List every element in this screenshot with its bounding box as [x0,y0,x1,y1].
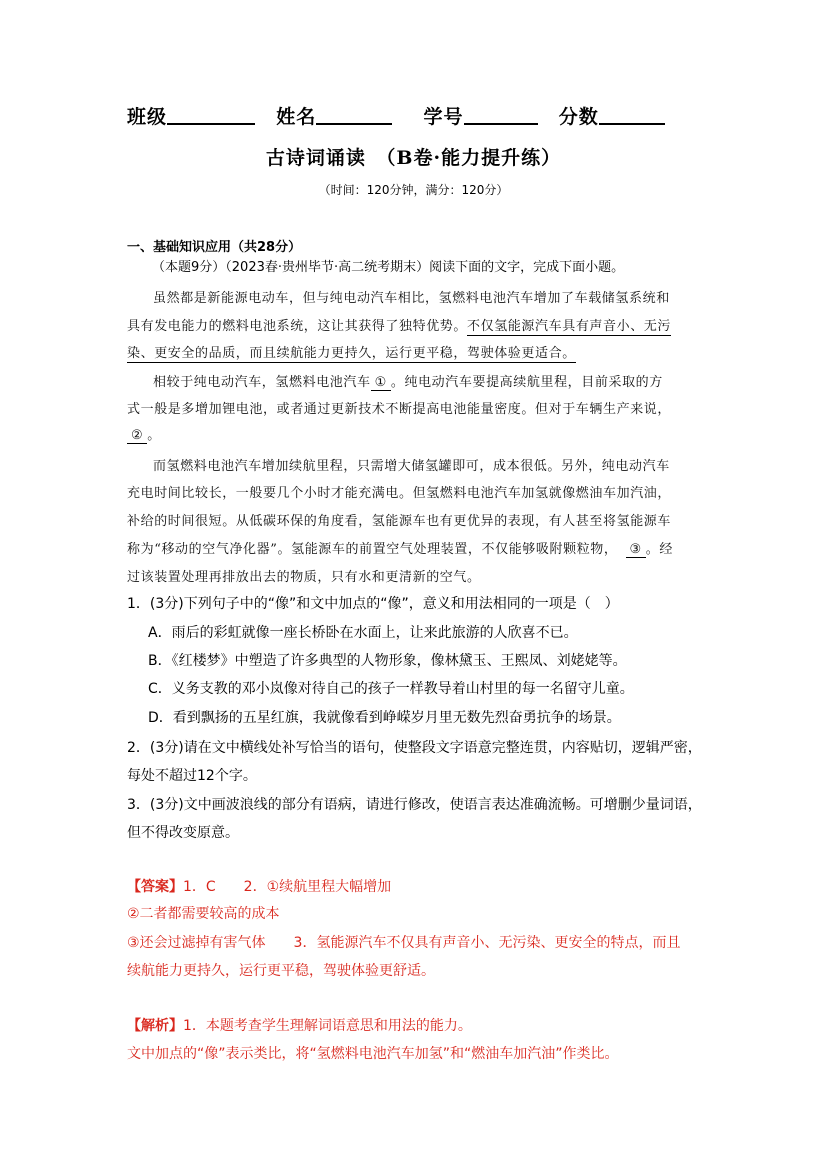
id-blank[interactable] [464,105,538,125]
name-label: 姓名 [276,106,317,128]
question-2: 2．(3分)请在文中横线处补写恰当的语句，使整段文字语意完整连贯，内容贴切，逻辑严密， [127,740,702,756]
passage-line [127,538,673,558]
passage-line [153,371,663,391]
answer-line [127,876,391,896]
blank-2: ② [127,428,147,444]
question-intro: （本题9分）（2023春·贵州毕节·高二统考期末）阅读下面的文字，完成下面小题。 [152,260,625,275]
passage-text: 称为“移动的空气净化器”。氢能源车的前置空气处理装置，不仅能够吸附颗粒物， [127,542,618,557]
page-title: 古诗词诵读 （B卷·能力提升练） [265,147,562,169]
passage-line: 过该装置处理再排放出去的物质，只有水和更清新的空气。 [127,570,481,585]
analysis-label: 【解析】 [127,1018,183,1034]
analysis-line [127,1015,472,1035]
passage-text: 。 [147,428,161,443]
blank-1: ① [371,375,391,391]
passage-line [127,424,161,444]
question-2-cont: 每处不超过12个字。 [127,768,257,784]
answer-line: 续航能力更持久，运行更平稳，驾驶体验更舒适。 [127,963,435,979]
passage-line: 补给的时间很短。从低碳环保的角度看，氢能源车也有更优异的表现，有人甚至将氢能源车 [127,514,672,529]
passage-text: 。纯电动汽车要提高续航里程，目前采取的方 [390,375,663,390]
passage-line [127,315,671,334]
question-3: 3．(3分)文中画波浪线的部分有语病，请进行修改，使语言表达准确流畅。可增删少量词语， [127,797,702,813]
passage-line [127,342,576,361]
passage-line: 而氢燃料电池汽车增加续航里程，只需增大储氢罐即可，成本很低。另外，纯电动汽车 [153,459,670,474]
passage-line: 虽然都是新能源电动车，但与纯电动汽车相比，氢燃料电池汽车增加了车载储氢系统和 [153,291,670,306]
option-b: B．《红楼梦》中塑造了许多典型的人物形象，像林黛玉、王熙凤、刘姥姥等。 [148,653,627,669]
question-1: 1．(3分)下列句子中的“像”和文中加点的“像”，意义和用法相同的一项是（ ） [127,596,619,612]
option-c: C．义务支教的邓小岚像对待自己的孩子一样教导着山村里的每一名留守儿童。 [148,681,634,697]
passage-line: 式一般是多增加锂电池，或者通过更新技术不断提高电池能量密度。但对于车辆生产来说， [127,402,672,417]
question-3-cont: 但不得改变原意。 [127,825,239,841]
name-blank[interactable] [316,105,392,125]
page-subtitle: （时间：120分钟，满分：120分） [318,183,509,197]
answer-label: 【答案】 [127,879,183,895]
passage-text: 相较于纯电动汽车，氢燃料电池汽车 [153,375,371,390]
analysis-text: 1．本题考查学生理解词语意思和用法的能力。 [183,1018,472,1034]
blank-3: ③ [626,542,646,558]
id-label: 学号 [423,106,464,128]
option-a: A．雨后的彩虹就像一座长桥卧在水面上，让来此旅游的人欣喜不已。 [148,625,578,641]
analysis-line: 文中加点的“像”表示类比，将“氢燃料电池汽车加氢”和“燃油车加汽油”作类比。 [127,1046,619,1062]
wavy-underlined-text: 不仅氢能源汽车具有声音小、无污 [467,319,672,334]
class-blank[interactable] [167,105,255,125]
answer-line: ③还会过滤掉有害气体 3．氢能源汽车不仅具有声音小、无污染、更安全的特点，而且 [127,935,681,951]
passage-text: 。经 [645,542,673,557]
section-heading: 一、基础知识应用（共28分） [127,240,302,255]
score-blank[interactable] [599,105,665,125]
option-d: D．看到飘扬的五星红旗，我就像看到峥嵘岁月里无数先烈奋勇抗争的场景。 [148,710,621,726]
score-label: 分数 [558,106,599,128]
class-label: 班级 [127,106,168,128]
wavy-underlined-text: 染、更安全的品质，而且续航能力更持久，运行更平稳，驾驶体验更适合。 [127,346,576,361]
student-info-header [127,102,665,129]
answer-line: ②二者都需要较高的成本 [127,906,280,922]
answer-text: 1．C 2．①续航里程大幅增加 [183,879,392,895]
passage-text: 具有发电能力的燃料电池系统，这让其获得了独特优势。 [127,319,468,334]
passage-line: 充电时间比较长，一般要几个小时才能充满电。但氢燃料电池汽车加氢就像燃油车加汽油， [127,486,672,501]
